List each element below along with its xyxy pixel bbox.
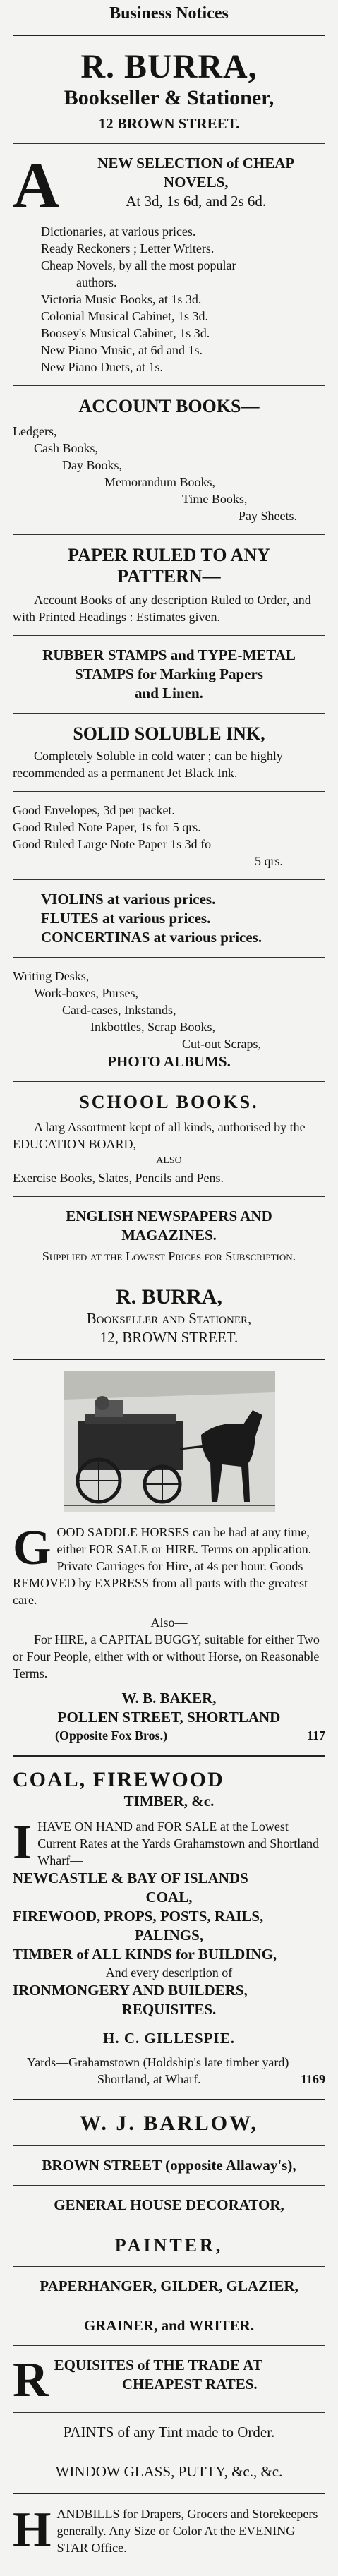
paper-ruled-title-2: PATTERN— bbox=[117, 566, 221, 586]
ink-title: SOLID SOLUBLE INK, bbox=[73, 723, 265, 744]
gillespie-yards: Yards—Grahamstown (Holdship's late timber yard) bbox=[27, 2055, 289, 2069]
also-label: Also— bbox=[150, 1615, 188, 1630]
baker-text-2: For HIRE, a CAPITAL BUGGY, suitable for either Two or Four People, either with or without Horse, on Reasonable Terms. bbox=[13, 1632, 320, 1680]
list-item: Boosey's Musical Cabinet, 1s 3d. bbox=[41, 326, 210, 340]
list-item: Time Books, bbox=[182, 492, 248, 506]
school-books-title: SCHOOL BOOKS. bbox=[79, 1092, 259, 1112]
requisites-title: EQUISITES of THE TRADE AT bbox=[54, 2357, 262, 2373]
barlow-line: PAINTER, bbox=[114, 2235, 224, 2256]
list-item: COAL, bbox=[145, 1889, 193, 1906]
baker-address-row bbox=[13, 1727, 325, 1744]
signature-name: R. BURRA, bbox=[116, 1285, 222, 1308]
account-books-title: ACCOUNT BOOKS— bbox=[78, 396, 260, 416]
gillespie-yards-2: Shortland, at Wharf. bbox=[97, 2072, 201, 2086]
book-list bbox=[13, 223, 325, 375]
divider bbox=[13, 534, 325, 535]
coal-text: HAVE ON HAND and FOR SALE at the Lowest Current Rates at the Yards Grahamstown and Shortland Wharf— bbox=[37, 1819, 320, 1867]
baker-text: OOD SADDLE HORSES can be had at any time, either FOR SALE or HIRE. Terms on application. Private Carriages for Hire, at 4s per hour. Goods REMOVED by EXPRESS from all parts with the greatest care. bbox=[13, 1525, 312, 1607]
coal-title: COAL, FIREWOOD bbox=[13, 1768, 224, 1791]
baker-name: W. B. BAKER, bbox=[121, 1690, 217, 1707]
list-item: Victoria Music Books, at 1s 3d. bbox=[41, 292, 202, 306]
list-item: REQUISITES. bbox=[121, 2001, 217, 2018]
rubber-stamps-title: RUBBER STAMPS and TYPE-METAL bbox=[42, 646, 296, 663]
list-item: Pay Sheets. bbox=[239, 509, 297, 523]
barlow-advertisement bbox=[13, 2112, 325, 2481]
coal-advertisement bbox=[13, 1768, 325, 2088]
novels-title-2: NOVELS, bbox=[163, 174, 229, 191]
drop-cap: H bbox=[13, 2503, 52, 2557]
section-header: Business Notices bbox=[109, 4, 229, 23]
school-books-text-2: Exercise Books, Slates, Pencils and Pens. bbox=[13, 1171, 224, 1185]
newspapers-text: Supplied at the Lowest Prices for Subscription. bbox=[42, 1249, 296, 1263]
list-item: IRONMONGERY AND BUILDERS, bbox=[13, 1982, 248, 1999]
horse-carriage-icon bbox=[64, 1371, 275, 1512]
barlow-line: PAPERHANGER, GILDER, GLAZIER, bbox=[40, 2277, 298, 2294]
signature-line: Bookseller and Stationer, bbox=[86, 1310, 252, 1327]
baker-address-2: (Opposite Fox Bros.) bbox=[55, 1728, 168, 1743]
divider bbox=[13, 2185, 325, 2186]
barlow-name: W. J. BARLOW, bbox=[80, 2112, 258, 2135]
list-item: authors. bbox=[76, 275, 117, 289]
list-item: TIMBER of ALL KINDS for BUILDING, bbox=[13, 1946, 277, 1963]
divider bbox=[13, 2345, 325, 2346]
baker-advertisement bbox=[13, 1371, 325, 1744]
divider bbox=[13, 35, 325, 36]
rubber-stamps-title-2: STAMPS for Marking Papers bbox=[75, 666, 263, 682]
divider bbox=[13, 2099, 325, 2100]
burra-name: R. BURRA, bbox=[80, 48, 258, 85]
divider bbox=[13, 1081, 325, 1082]
divider bbox=[13, 1359, 325, 1360]
list-item: NEWCASTLE & BAY OF ISLANDS bbox=[13, 1870, 248, 1886]
handbills-text: ANDBILLS for Drapers, Grocers and Storekeepers generally. Any Size or Color At the EVENING STAR Office. bbox=[56, 2507, 318, 2555]
list-item: Work-boxes, Purses, bbox=[34, 986, 139, 1000]
list-item: Good Envelopes, 3d per packet. bbox=[13, 803, 175, 817]
drop-cap: G bbox=[13, 1521, 52, 1575]
list-item: FLUTES at various prices. bbox=[41, 910, 211, 927]
list-item: Dictionaries, at various prices. bbox=[41, 224, 196, 239]
paints-line: PAINTS of any Tint made to Order. bbox=[63, 2424, 275, 2440]
novels-price: At 3d, 1s 6d, and 2s 6d. bbox=[126, 193, 267, 210]
signature-address: 12, BROWN STREET. bbox=[99, 1329, 239, 1346]
newspapers-title-2: MAGAZINES. bbox=[121, 1227, 217, 1244]
barlow-line: GENERAL HOUSE DECORATOR, bbox=[54, 2196, 284, 2213]
divider bbox=[13, 2493, 325, 2494]
desks-list bbox=[13, 968, 325, 1071]
divider bbox=[13, 2266, 325, 2267]
ad-number: 117 bbox=[306, 1728, 325, 1743]
drop-cap: A bbox=[13, 149, 60, 221]
list-item: Cash Books, bbox=[34, 441, 99, 455]
list-item: Cut-out Scraps, bbox=[182, 1037, 261, 1051]
newspapers-title: ENGLISH NEWSPAPERS AND bbox=[66, 1208, 272, 1224]
list-item: Memorandum Books, bbox=[104, 475, 215, 489]
rubber-stamps-title-3: and Linen. bbox=[135, 685, 203, 702]
list-item: Cheap Novels, by all the most popular bbox=[41, 258, 236, 272]
barlow-line: GRAINER, and WRITER. bbox=[83, 2317, 255, 2334]
gillespie-name: H. C. GILLESPIE. bbox=[103, 2030, 235, 2047]
ad-number: 1169 bbox=[300, 2072, 325, 2086]
horse-carriage-engraving bbox=[64, 1371, 275, 1512]
divider bbox=[13, 879, 325, 880]
list-item: Inkbottles, Scrap Books, bbox=[90, 1020, 215, 1034]
burra-advertisement bbox=[13, 47, 325, 1347]
burra-trade: Bookseller & Stationer, bbox=[64, 86, 274, 109]
list-item: PHOTO ALBUMS. bbox=[107, 1053, 231, 1070]
list-item: CONCERTINAS at various prices. bbox=[41, 929, 262, 946]
drop-cap: R bbox=[13, 2353, 49, 2407]
list-item: Card-cases, Inkstands, bbox=[62, 1003, 176, 1017]
list-item: Colonial Musical Cabinet, 1s 3d. bbox=[41, 309, 208, 323]
instruments-list bbox=[13, 890, 325, 947]
novels-title: NEW SELECTION of CHEAP bbox=[97, 155, 295, 171]
paper-ruled-text: Account Books of any description Ruled to Order, and with Printed Headings : Estimates given. bbox=[13, 593, 311, 624]
gillespie-yards-row bbox=[13, 2071, 325, 2088]
list-item: New Piano Duets, at 1s. bbox=[41, 360, 163, 374]
list-item: PALINGS, bbox=[134, 1927, 204, 1944]
divider bbox=[13, 1755, 325, 1757]
requisites-title-2: CHEAPEST RATES. bbox=[121, 2376, 258, 2393]
glass-line: WINDOW GLASS, PUTTY, &c., &c. bbox=[55, 2463, 283, 2480]
divider bbox=[13, 385, 325, 386]
also-label: ALSO bbox=[156, 1155, 182, 1166]
list-item: 5 qrs. bbox=[255, 854, 283, 868]
divider bbox=[13, 713, 325, 714]
list-item: Good Ruled Large Note Paper 1s 3d fo bbox=[13, 837, 212, 851]
barlow-address: BROWN STREET (opposite Allaway's), bbox=[42, 2157, 296, 2174]
list-item: Day Books, bbox=[62, 458, 122, 472]
burra-address: 12 BROWN STREET. bbox=[98, 115, 240, 132]
school-books-text: A larg Assortment kept of all kinds, authorised by the EDUCATION BOARD, bbox=[13, 1120, 306, 1151]
divider bbox=[13, 2145, 325, 2146]
divider bbox=[13, 957, 325, 958]
list-item: FIREWOOD, PROPS, POSTS, RAILS, bbox=[13, 1908, 264, 1925]
handbills-advertisement bbox=[13, 2505, 325, 2556]
list-item: Ready Reckoners ; Letter Writers. bbox=[41, 241, 215, 255]
divider bbox=[13, 2412, 325, 2413]
list-item: VIOLINS at various prices. bbox=[41, 891, 216, 908]
drop-cap: I bbox=[13, 1815, 32, 1870]
ink-text: Completely Soluble in cold water ; can be highly recommended as a permanent Jet Black Ink. bbox=[13, 749, 283, 780]
list-item: New Piano Music, at 6d and 1s. bbox=[41, 343, 203, 357]
coal-title-2: TIMBER, &c. bbox=[123, 1793, 215, 1810]
divider bbox=[13, 143, 325, 144]
list-item: Good Ruled Note Paper, 1s for 5 qrs. bbox=[13, 820, 201, 834]
list-item: Writing Desks, bbox=[13, 969, 90, 983]
list-item: And every description of bbox=[105, 1966, 233, 1980]
novels-notice bbox=[13, 149, 325, 221]
coal-goods bbox=[13, 1869, 325, 2019]
divider bbox=[13, 635, 325, 636]
paper-ruled-title: PAPER RULED TO ANY bbox=[68, 545, 270, 565]
divider bbox=[13, 791, 325, 792]
envelope-list bbox=[13, 802, 325, 869]
divider bbox=[13, 1196, 325, 1197]
account-books-list bbox=[13, 423, 325, 524]
list-item: Ledgers, bbox=[13, 424, 57, 438]
baker-address: POLLEN STREET, SHORTLAND bbox=[57, 1709, 281, 1726]
